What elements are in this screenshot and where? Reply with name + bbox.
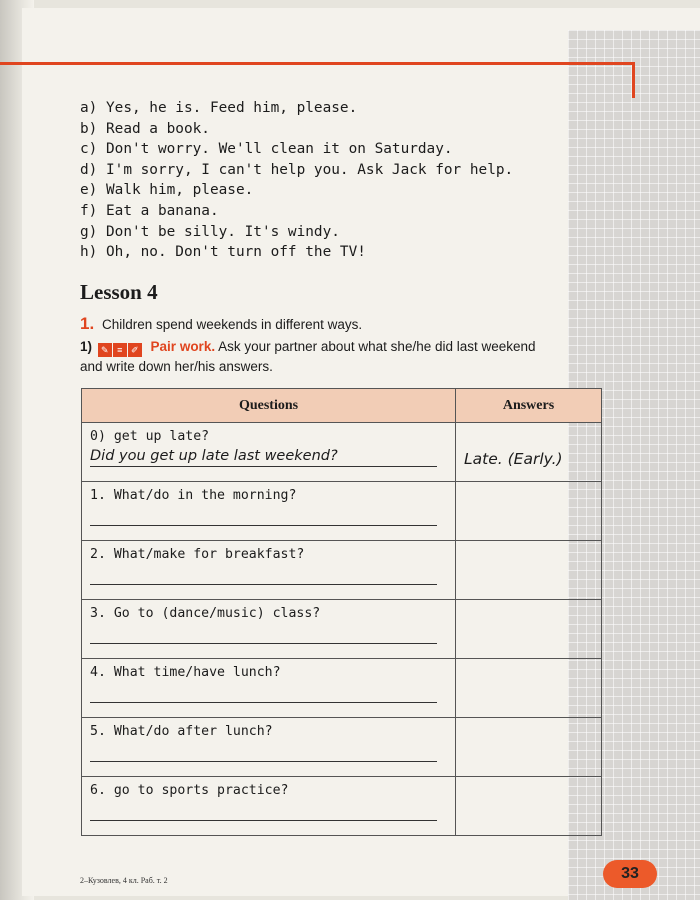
- answer-line[interactable]: [90, 798, 437, 821]
- question-cell: [82, 482, 456, 541]
- exercise-number: 1.: [80, 314, 95, 333]
- question-text: 0) get up late?: [90, 429, 210, 444]
- answer-cell[interactable]: [456, 777, 602, 836]
- table-row: [82, 600, 602, 659]
- written-answer: Late. (Early.): [464, 450, 563, 468]
- top-rule-corner: [632, 62, 635, 98]
- question-text: 2. What/make for breakfast?: [90, 547, 305, 562]
- list-item: a) Yes, he is. Feed him, please.: [80, 100, 358, 116]
- question-text: 1. What/do in the morning?: [90, 488, 297, 503]
- exercise-text: Children spend weekends in different ways.: [101, 317, 363, 332]
- answer-line[interactable]: [90, 562, 437, 585]
- question-text: 6. go to sports practice?: [90, 783, 289, 798]
- exercise-heading: [80, 314, 362, 334]
- task-number: 1): [80, 339, 93, 354]
- list-item: b) Read a book.: [80, 120, 210, 137]
- table-row: [82, 482, 602, 541]
- lesson-title: Lesson 4: [80, 280, 158, 304]
- activity-icons: [98, 340, 143, 358]
- list-item: c) Don't worry. We'll clean it on Saturday.: [80, 141, 453, 158]
- table-row: [82, 659, 602, 718]
- questions-header: Questions: [82, 389, 456, 423]
- question-cell: [82, 777, 456, 836]
- answer-line[interactable]: [90, 739, 437, 762]
- list-item: e) Walk him, please.: [80, 182, 254, 199]
- previous-answers-list: [80, 98, 513, 263]
- question-cell: [82, 659, 456, 718]
- question-cell: [82, 718, 456, 777]
- table-row: [82, 423, 602, 482]
- question-cell: [82, 541, 456, 600]
- answer-cell[interactable]: [456, 482, 602, 541]
- question-cell: [82, 423, 456, 482]
- answers-header: Answers: [456, 389, 602, 423]
- pencil-icon: ✐: [128, 343, 142, 357]
- answer-line[interactable]: [90, 503, 437, 526]
- table-header-row: [82, 389, 602, 423]
- table-row: [82, 541, 602, 600]
- question-text: 3. Go to (dance/music) class?: [90, 606, 321, 621]
- question-text: 4. What time/have lunch?: [90, 665, 281, 680]
- table-row: [82, 718, 602, 777]
- answer-cell[interactable]: [456, 541, 602, 600]
- answer-cell[interactable]: [456, 423, 602, 482]
- question-text: 5. What/do after lunch?: [90, 724, 273, 739]
- page-number: 33: [603, 860, 657, 888]
- list-item: h) Oh, no. Don't turn off the TV!: [80, 244, 366, 261]
- book-icon: ≡: [113, 343, 127, 357]
- list-item: d) I'm sorry, I can't help you. Ask Jack for help.: [80, 161, 514, 178]
- answer-line[interactable]: [90, 680, 437, 703]
- question-cell: [82, 600, 456, 659]
- list-item: f) Eat a banana.: [80, 202, 219, 219]
- answer-line[interactable]: [90, 621, 437, 644]
- list-item: g) Don't be silly. It's windy.: [80, 223, 340, 240]
- questions-table: [81, 388, 602, 836]
- speech-icon: ✎: [98, 343, 112, 357]
- written-question: Did you get up late last weekend?: [90, 444, 437, 467]
- table-row: [82, 777, 602, 836]
- answer-cell[interactable]: [456, 659, 602, 718]
- pair-work-label: Pair work.: [150, 339, 216, 354]
- top-rule: [0, 62, 635, 65]
- task-text: Ask your partner about what she/he did last weekend and write down her/his answers.: [80, 339, 536, 374]
- page-footer: 2–Кузовлев, 4 кл. Раб. т. 2: [80, 876, 168, 885]
- answer-cell[interactable]: [456, 600, 602, 659]
- task-instruction: [80, 338, 560, 376]
- answer-cell[interactable]: [456, 718, 602, 777]
